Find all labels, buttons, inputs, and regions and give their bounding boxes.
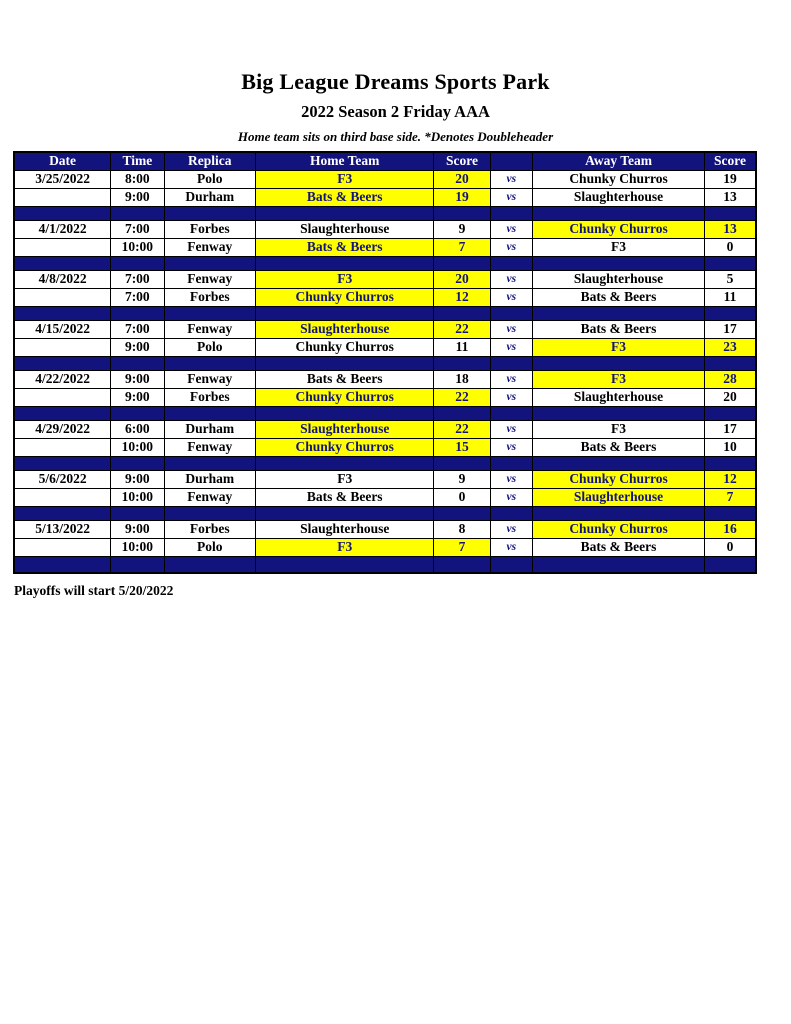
date-cell: 5/6/2022 bbox=[14, 470, 111, 488]
separator-cell bbox=[532, 456, 704, 470]
separator-cell bbox=[705, 556, 756, 573]
separator-cell bbox=[532, 206, 704, 220]
separator-cell bbox=[490, 206, 532, 220]
away-score-cell: 12 bbox=[705, 470, 756, 488]
away-score-cell: 16 bbox=[705, 520, 756, 538]
separator-cell bbox=[532, 306, 704, 320]
separator-cell bbox=[14, 356, 111, 370]
separator-cell bbox=[14, 206, 111, 220]
time-cell: 7:00 bbox=[111, 220, 164, 238]
separator-cell bbox=[14, 506, 111, 520]
header-away-score: Score bbox=[705, 152, 756, 170]
away-score-cell: 23 bbox=[705, 338, 756, 356]
away-score-cell: 17 bbox=[705, 320, 756, 338]
time-cell: 9:00 bbox=[111, 188, 164, 206]
home-team-cell: F3 bbox=[256, 470, 434, 488]
replica-cell: Fenway bbox=[164, 320, 256, 338]
separator-cell bbox=[256, 556, 434, 573]
header-vs bbox=[490, 152, 532, 170]
game-row bbox=[14, 188, 756, 206]
vs-cell: vs bbox=[490, 188, 532, 206]
home-team-cell: Slaughterhouse bbox=[256, 220, 434, 238]
away-team-cell: Chunky Churros bbox=[532, 170, 704, 188]
separator-cell bbox=[532, 256, 704, 270]
separator-cell bbox=[705, 256, 756, 270]
away-score-cell: 7 bbox=[705, 488, 756, 506]
date-cell: 4/8/2022 bbox=[14, 270, 111, 288]
separator-cell bbox=[111, 306, 164, 320]
time-cell: 7:00 bbox=[111, 270, 164, 288]
home-team-cell: Slaughterhouse bbox=[256, 520, 434, 538]
away-team-cell: F3 bbox=[532, 238, 704, 256]
away-team-cell: Slaughterhouse bbox=[532, 388, 704, 406]
game-row bbox=[14, 470, 756, 488]
replica-cell: Durham bbox=[164, 188, 256, 206]
separator-cell bbox=[164, 506, 256, 520]
separator-cell bbox=[434, 206, 490, 220]
title-block bbox=[0, 0, 791, 144]
home-score-cell: 12 bbox=[434, 288, 490, 306]
home-team-cell: Bats & Beers bbox=[256, 488, 434, 506]
section-separator bbox=[14, 406, 756, 420]
away-score-cell: 20 bbox=[705, 388, 756, 406]
away-team-cell: Bats & Beers bbox=[532, 538, 704, 556]
vs-cell: vs bbox=[490, 488, 532, 506]
home-team-cell: Chunky Churros bbox=[256, 288, 434, 306]
replica-cell: Forbes bbox=[164, 288, 256, 306]
time-cell: 7:00 bbox=[111, 288, 164, 306]
game-row bbox=[14, 370, 756, 388]
header-home-score: Score bbox=[434, 152, 490, 170]
vs-cell: vs bbox=[490, 470, 532, 488]
home-team-cell: F3 bbox=[256, 270, 434, 288]
vs-cell: vs bbox=[490, 538, 532, 556]
time-cell: 9:00 bbox=[111, 470, 164, 488]
home-score-cell: 7 bbox=[434, 238, 490, 256]
separator-cell bbox=[490, 406, 532, 420]
time-cell: 9:00 bbox=[111, 338, 164, 356]
away-team-cell: Chunky Churros bbox=[532, 520, 704, 538]
vs-cell: vs bbox=[490, 238, 532, 256]
schedule-table bbox=[13, 151, 757, 574]
separator-cell bbox=[164, 556, 256, 573]
away-score-cell: 5 bbox=[705, 270, 756, 288]
separator-cell bbox=[434, 556, 490, 573]
separator-cell bbox=[490, 356, 532, 370]
vs-cell: vs bbox=[490, 370, 532, 388]
game-row bbox=[14, 270, 756, 288]
game-row bbox=[14, 288, 756, 306]
away-team-cell: Bats & Beers bbox=[532, 288, 704, 306]
date-cell: 4/15/2022 bbox=[14, 320, 111, 338]
home-team-cell: Chunky Churros bbox=[256, 388, 434, 406]
replica-cell: Durham bbox=[164, 470, 256, 488]
replica-cell: Fenway bbox=[164, 438, 256, 456]
home-team-cell: Slaughterhouse bbox=[256, 320, 434, 338]
section-separator bbox=[14, 206, 756, 220]
separator-cell bbox=[164, 206, 256, 220]
away-team-cell: Chunky Churros bbox=[532, 470, 704, 488]
separator-cell bbox=[111, 356, 164, 370]
time-cell: 8:00 bbox=[111, 170, 164, 188]
section-separator bbox=[14, 506, 756, 520]
date-cell bbox=[14, 288, 111, 306]
separator-cell bbox=[532, 506, 704, 520]
separator-cell bbox=[434, 256, 490, 270]
replica-cell: Fenway bbox=[164, 370, 256, 388]
game-row bbox=[14, 420, 756, 438]
home-score-cell: 15 bbox=[434, 438, 490, 456]
section-separator bbox=[14, 356, 756, 370]
time-cell: 10:00 bbox=[111, 538, 164, 556]
replica-cell: Forbes bbox=[164, 388, 256, 406]
replica-cell: Polo bbox=[164, 338, 256, 356]
date-cell bbox=[14, 488, 111, 506]
away-team-cell: Slaughterhouse bbox=[532, 270, 704, 288]
separator-cell bbox=[256, 456, 434, 470]
away-score-cell: 28 bbox=[705, 370, 756, 388]
away-team-cell: Slaughterhouse bbox=[532, 488, 704, 506]
home-score-cell: 18 bbox=[434, 370, 490, 388]
time-cell: 10:00 bbox=[111, 488, 164, 506]
replica-cell: Durham bbox=[164, 420, 256, 438]
separator-cell bbox=[14, 406, 111, 420]
away-score-cell: 11 bbox=[705, 288, 756, 306]
away-team-cell: F3 bbox=[532, 420, 704, 438]
date-cell: 4/1/2022 bbox=[14, 220, 111, 238]
separator-cell bbox=[111, 506, 164, 520]
playoffs-note: Playoffs will start 5/20/2022 bbox=[14, 583, 174, 598]
away-score-cell: 0 bbox=[705, 238, 756, 256]
replica-cell: Fenway bbox=[164, 238, 256, 256]
separator-cell bbox=[490, 306, 532, 320]
date-cell: 4/29/2022 bbox=[14, 420, 111, 438]
separator-cell bbox=[705, 206, 756, 220]
vs-cell: vs bbox=[490, 388, 532, 406]
home-score-cell: 8 bbox=[434, 520, 490, 538]
home-team-cell: Bats & Beers bbox=[256, 238, 434, 256]
separator-cell bbox=[434, 456, 490, 470]
page-subtitle: 2022 Season 2 Friday AAA bbox=[301, 102, 490, 121]
home-score-cell: 9 bbox=[434, 220, 490, 238]
home-score-cell: 9 bbox=[434, 470, 490, 488]
home-team-cell: Slaughterhouse bbox=[256, 420, 434, 438]
header-time: Time bbox=[111, 152, 164, 170]
home-score-cell: 22 bbox=[434, 320, 490, 338]
time-cell: 10:00 bbox=[111, 438, 164, 456]
separator-cell bbox=[256, 206, 434, 220]
home-team-cell: Chunky Churros bbox=[256, 438, 434, 456]
game-row bbox=[14, 538, 756, 556]
separator-cell bbox=[256, 506, 434, 520]
header-date: Date bbox=[14, 152, 111, 170]
replica-cell: Polo bbox=[164, 538, 256, 556]
game-row bbox=[14, 438, 756, 456]
separator-cell bbox=[434, 356, 490, 370]
home-score-cell: 20 bbox=[434, 270, 490, 288]
vs-cell: vs bbox=[490, 270, 532, 288]
page-title: Big League Dreams Sports Park bbox=[241, 69, 550, 94]
away-score-cell: 0 bbox=[705, 538, 756, 556]
section-separator bbox=[14, 306, 756, 320]
separator-cell bbox=[490, 506, 532, 520]
separator-cell bbox=[256, 256, 434, 270]
away-team-cell: Slaughterhouse bbox=[532, 188, 704, 206]
away-team-cell: F3 bbox=[532, 338, 704, 356]
replica-cell: Fenway bbox=[164, 270, 256, 288]
date-cell bbox=[14, 438, 111, 456]
away-team-cell: F3 bbox=[532, 370, 704, 388]
separator-cell bbox=[14, 456, 111, 470]
separator-cell bbox=[705, 406, 756, 420]
header-away-team: Away Team bbox=[532, 152, 704, 170]
game-row bbox=[14, 488, 756, 506]
header-home-team: Home Team bbox=[256, 152, 434, 170]
home-score-cell: 20 bbox=[434, 170, 490, 188]
home-score-cell: 22 bbox=[434, 420, 490, 438]
separator-cell bbox=[164, 406, 256, 420]
separator-cell bbox=[705, 506, 756, 520]
game-row bbox=[14, 520, 756, 538]
separator-cell bbox=[434, 506, 490, 520]
separator-cell bbox=[256, 356, 434, 370]
separator-cell bbox=[256, 306, 434, 320]
separator-cell bbox=[490, 456, 532, 470]
separator-cell bbox=[705, 306, 756, 320]
replica-cell: Polo bbox=[164, 170, 256, 188]
away-score-cell: 13 bbox=[705, 220, 756, 238]
home-team-cell: F3 bbox=[256, 170, 434, 188]
game-row bbox=[14, 338, 756, 356]
page-note: Home team sits on third base side. *Denotes Doubleheader bbox=[237, 129, 554, 144]
vs-cell: vs bbox=[490, 438, 532, 456]
separator-cell bbox=[111, 556, 164, 573]
separator-cell bbox=[164, 456, 256, 470]
vs-cell: vs bbox=[490, 420, 532, 438]
separator-cell bbox=[705, 456, 756, 470]
home-team-cell: Chunky Churros bbox=[256, 338, 434, 356]
home-team-cell: Bats & Beers bbox=[256, 370, 434, 388]
separator-cell bbox=[111, 456, 164, 470]
separator-cell bbox=[532, 356, 704, 370]
home-score-cell: 19 bbox=[434, 188, 490, 206]
separator-cell bbox=[164, 306, 256, 320]
date-cell bbox=[14, 188, 111, 206]
away-score-cell: 17 bbox=[705, 420, 756, 438]
separator-cell bbox=[490, 556, 532, 573]
replica-cell: Forbes bbox=[164, 220, 256, 238]
time-cell: 9:00 bbox=[111, 520, 164, 538]
away-team-cell: Chunky Churros bbox=[532, 220, 704, 238]
away-score-cell: 19 bbox=[705, 170, 756, 188]
section-separator bbox=[14, 556, 756, 573]
vs-cell: vs bbox=[490, 338, 532, 356]
date-cell: 3/25/2022 bbox=[14, 170, 111, 188]
separator-cell bbox=[111, 406, 164, 420]
date-cell bbox=[14, 338, 111, 356]
vs-cell: vs bbox=[490, 320, 532, 338]
separator-cell bbox=[111, 206, 164, 220]
replica-cell: Forbes bbox=[164, 520, 256, 538]
separator-cell bbox=[164, 356, 256, 370]
time-cell: 9:00 bbox=[111, 388, 164, 406]
date-cell: 5/13/2022 bbox=[14, 520, 111, 538]
game-row bbox=[14, 238, 756, 256]
home-score-cell: 7 bbox=[434, 538, 490, 556]
vs-cell: vs bbox=[490, 288, 532, 306]
date-cell bbox=[14, 388, 111, 406]
separator-cell bbox=[164, 256, 256, 270]
time-cell: 9:00 bbox=[111, 370, 164, 388]
vs-cell: vs bbox=[490, 520, 532, 538]
header-replica: Replica bbox=[164, 152, 256, 170]
home-score-cell: 0 bbox=[434, 488, 490, 506]
home-team-cell: F3 bbox=[256, 538, 434, 556]
game-row bbox=[14, 320, 756, 338]
time-cell: 7:00 bbox=[111, 320, 164, 338]
separator-cell bbox=[434, 306, 490, 320]
date-cell: 4/22/2022 bbox=[14, 370, 111, 388]
date-cell bbox=[14, 538, 111, 556]
separator-cell bbox=[14, 256, 111, 270]
game-row bbox=[14, 170, 756, 188]
separator-cell bbox=[532, 556, 704, 573]
away-team-cell: Bats & Beers bbox=[532, 320, 704, 338]
header-row bbox=[14, 152, 756, 170]
separator-cell bbox=[111, 256, 164, 270]
replica-cell: Fenway bbox=[164, 488, 256, 506]
away-score-cell: 10 bbox=[705, 438, 756, 456]
date-cell bbox=[14, 238, 111, 256]
separator-cell bbox=[490, 256, 532, 270]
home-score-cell: 11 bbox=[434, 338, 490, 356]
game-row bbox=[14, 220, 756, 238]
home-team-cell: Bats & Beers bbox=[256, 188, 434, 206]
game-row bbox=[14, 388, 756, 406]
time-cell: 6:00 bbox=[111, 420, 164, 438]
separator-cell bbox=[14, 556, 111, 573]
away-score-cell: 13 bbox=[705, 188, 756, 206]
separator-cell bbox=[705, 356, 756, 370]
time-cell: 10:00 bbox=[111, 238, 164, 256]
schedule-body bbox=[14, 170, 756, 573]
vs-cell: vs bbox=[490, 170, 532, 188]
vs-cell: vs bbox=[490, 220, 532, 238]
separator-cell bbox=[256, 406, 434, 420]
away-team-cell: Bats & Beers bbox=[532, 438, 704, 456]
separator-cell bbox=[434, 406, 490, 420]
separator-cell bbox=[14, 306, 111, 320]
section-separator bbox=[14, 256, 756, 270]
separator-cell bbox=[532, 406, 704, 420]
section-separator bbox=[14, 456, 756, 470]
home-score-cell: 22 bbox=[434, 388, 490, 406]
